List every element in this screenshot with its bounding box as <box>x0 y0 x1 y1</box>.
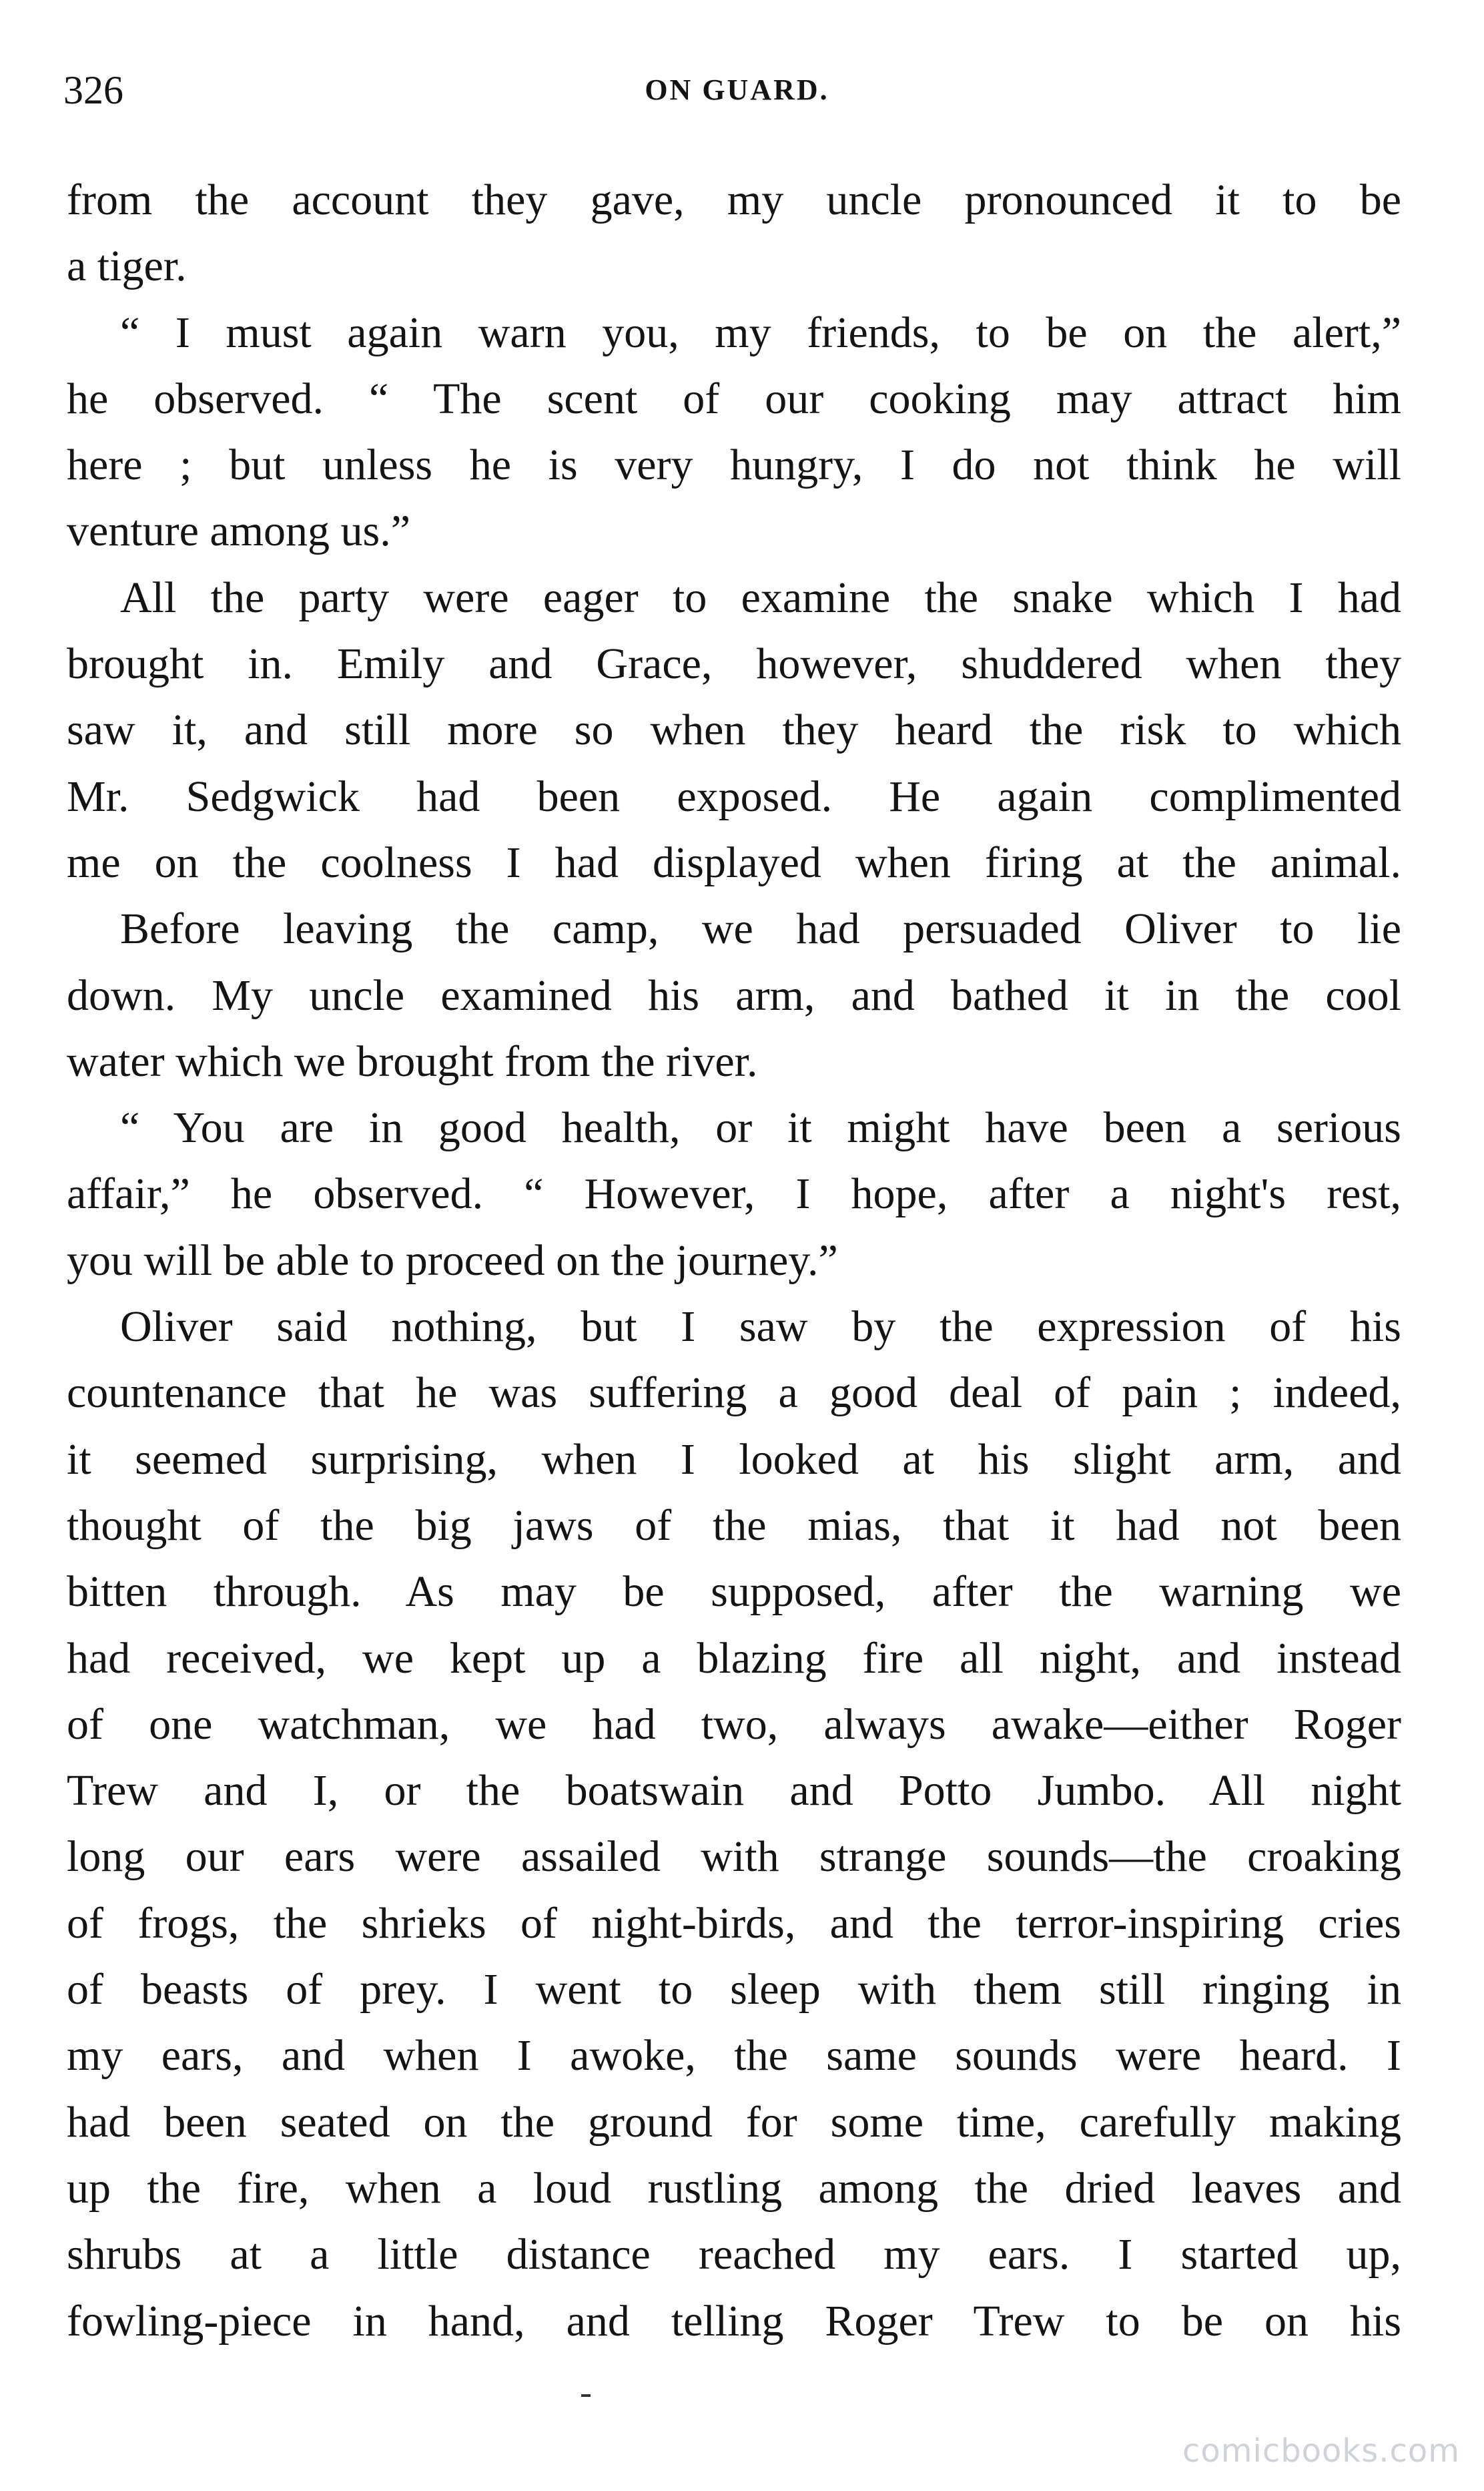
text-line: of frogs, the shrieks of night-birds, and the terror-inspiring cries <box>67 1898 1401 1948</box>
page-number: 326 <box>63 68 123 112</box>
text-line: here ; but unless he is very hungry, I do not think he will <box>67 441 1401 490</box>
text-line: shrubs at a little distance reached my ears. I started up, <box>67 2230 1401 2279</box>
text-line: from the account they gave, my uncle pronounced it to be <box>67 176 1401 224</box>
running-head <box>63 63 1411 117</box>
text-line: countenance that he was suffering a good deal of pain ; indeed, <box>67 1368 1401 1418</box>
text-line: saw it, and still more so when they heard the risk to which <box>67 706 1401 755</box>
text-line: of one watchman, we had two, always awake—either Roger <box>67 1699 1401 1749</box>
text-line: venture among us.” <box>67 507 411 556</box>
text-line: bitten through. As may be supposed, after the warning we <box>67 1567 1401 1617</box>
running-title: ON GUARD. <box>645 73 829 106</box>
print-mark <box>581 2394 591 2397</box>
text-line: my ears, and when I awoke, the same sounds were heard. I <box>67 2031 1401 2081</box>
text-line: a tiger. <box>67 242 187 291</box>
text-line: water which we brought from the river. <box>67 1037 758 1086</box>
text-line: down. My uncle examined his arm, and bathed it in the cool <box>67 971 1401 1020</box>
watermark: comicbooks.com <box>1182 2432 1460 2470</box>
text-line: thought of the big jaws of the mias, that it had not been <box>67 1500 1401 1550</box>
text-line: Before leaving the camp, we had persuaded Oliver to lie <box>120 904 1401 954</box>
text-line: Oliver said nothing, but I saw by the expression of his <box>120 1302 1401 1352</box>
text-line: long our ears were assailed with strange sounds—the croaking <box>67 1832 1401 1882</box>
text-line: it seemed surprising, when I looked at his slight arm, and <box>67 1434 1401 1484</box>
text-line: Trew and I, or the boatswain and Potto Jumbo. All night <box>67 1766 1401 1816</box>
text-line: affair,” he observed. “ However, I hope, after a night's rest, <box>67 1169 1401 1219</box>
text-line: he observed. “ The scent of our cooking may attract him <box>67 374 1401 423</box>
text-line: you will be able to proceed on the journey.” <box>67 1235 838 1285</box>
text-line: had been seated on the ground for some time, carefully making <box>67 2097 1401 2147</box>
text-line: up the fire, when a loud rustling among the dried leaves and <box>67 2163 1401 2213</box>
text-line: fowling-piece in hand, and telling Roger Trew to be on his <box>67 2296 1401 2345</box>
text-line: All the party were eager to examine the snake which I had <box>120 573 1401 622</box>
text-line: “ You are in good health, or it might have been a serious <box>120 1103 1401 1153</box>
text-line: had received, we kept up a blazing fire all night, and instead <box>67 1633 1401 1683</box>
text-line: me on the coolness I had displayed when firing at the animal. <box>67 838 1401 887</box>
text-line: brought in. Emily and Grace, however, shuddered when they <box>67 639 1401 689</box>
text-line: of beasts of prey. I went to sleep with them still ringing in <box>67 1965 1401 2014</box>
body-text <box>67 167 1401 2354</box>
text-line: Mr. Sedgwick had been exposed. He again complimented <box>67 772 1401 821</box>
text-line: “ I must again warn you, my friends, to be on the alert,” <box>120 308 1401 357</box>
